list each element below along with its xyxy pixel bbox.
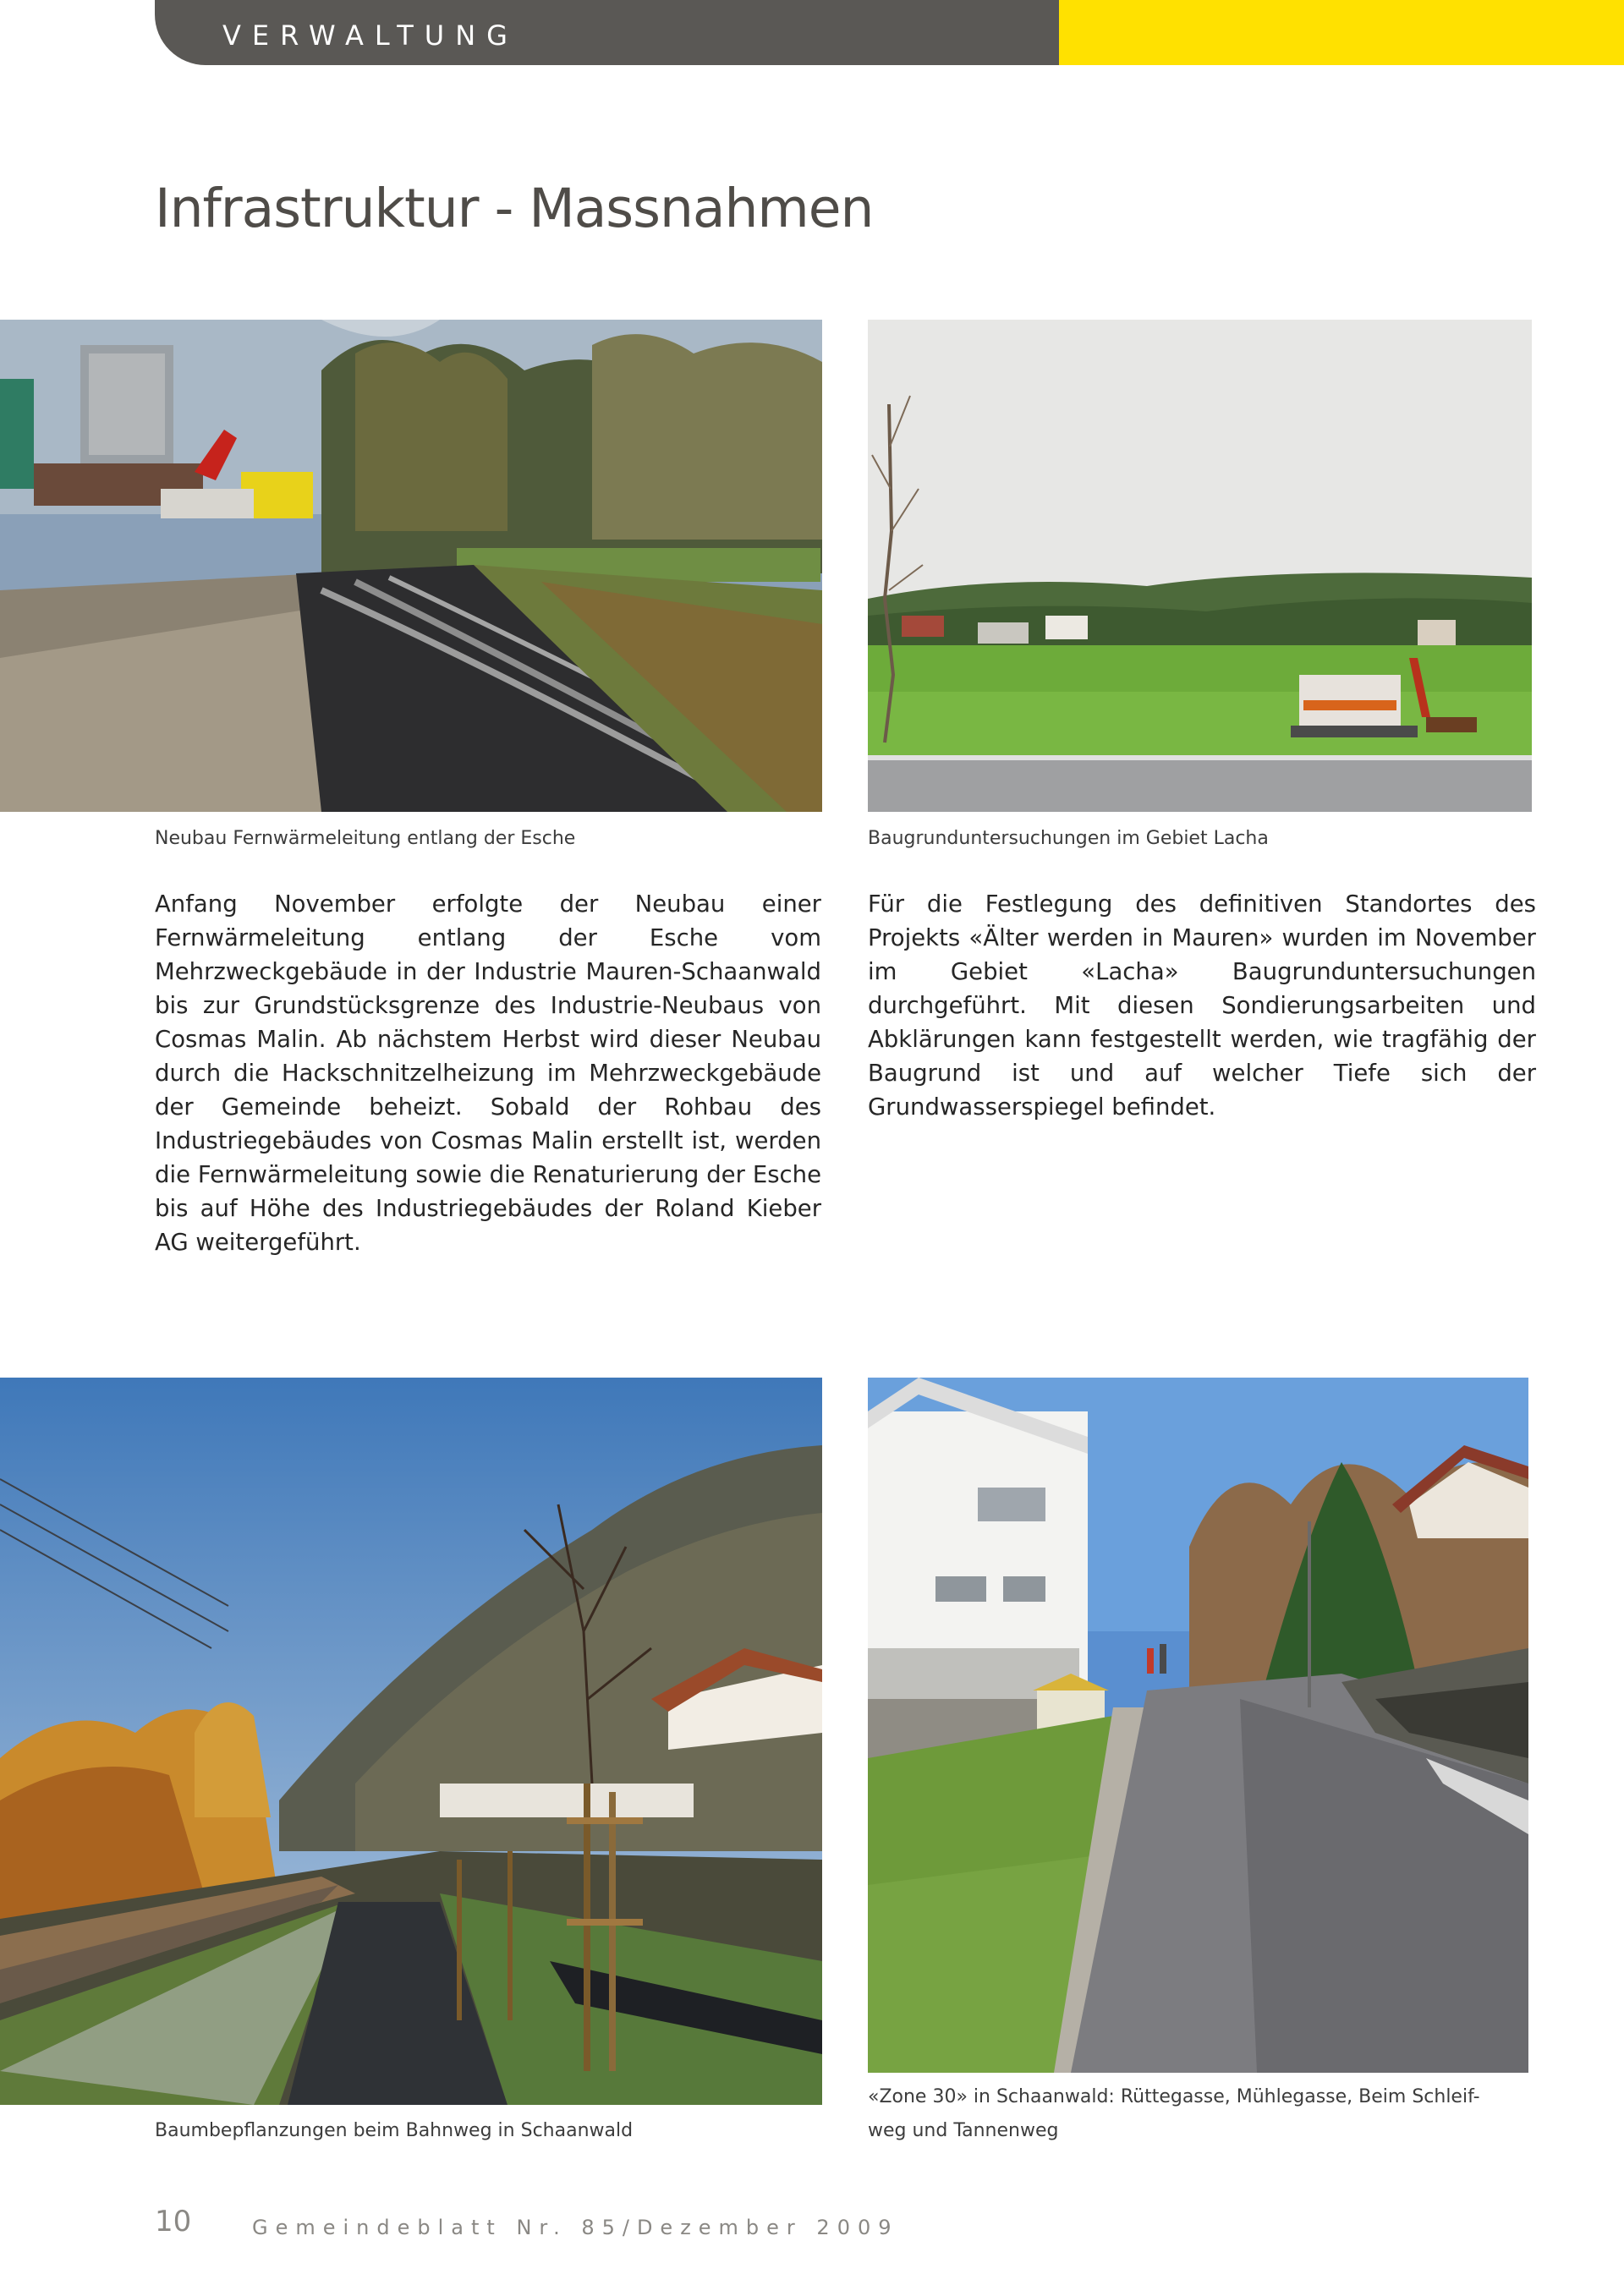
article-baugrunduntersuchungen: Für die Festlegung des definitiven Standortes des Projekts «Älter werden in Mauren» wurden im November im Gebiet «Lacha» Baugrunduntersuchungen durchgeführt. Mit diesen Sondierungsarbeiten und Abklärungen kann festgestellt werden, wie tragfähig der Baugrund ist und auf welcher Tiefe sich der Grundwasserspiegel befindet. [868, 890, 1536, 1121]
photo-zone-30 [868, 1378, 1528, 2073]
caption-photo-4-line-2: weg und Tannenweg [868, 2120, 1059, 2141]
header-accent-bar [1059, 0, 1624, 65]
publication-name: Gemeindeblatt Nr. 85/Dezember 2009 [252, 2216, 899, 2239]
photo-baumbepflanzungen [0, 1378, 822, 2105]
photo-fernwaerme-construction [0, 320, 822, 812]
section-header-bar [155, 0, 1059, 65]
caption-photo-2: Baugrunduntersuchungen im Gebiet Lacha [868, 828, 1269, 849]
caption-photo-3: Baumbepflanzungen beim Bahnweg in Schaanwald [155, 2120, 634, 2141]
section-label: VERWALTUNG [222, 19, 518, 52]
article-fernwaermeleitung: Anfang November erfolgte der Neubau einer Fernwärmeleitung entlang der Esche vom Mehrzweckgebäude in der Industrie Mauren-Schaanwald bis zur Grundstücksgrenze des Industrie-Neubaus von Cosmas Malin. Ab nächstem Herbst wird dieser Neubau durch die Hackschnitzelheizung im Mehrzweckgebäude der Gemeinde beheizt. Sobald der Rohbau des Industriegebäudes von Cosmas Malin erstellt ist, werden die Fernwärmeleitung sowie die Renaturierung der Esche bis auf Höhe des Industriegebäudes der Roland Kieber AG weitergeführt. [155, 890, 821, 1256]
caption-photo-1: Neubau Fernwärmeleitung entlang der Esche [155, 828, 576, 849]
photo-baugrund-lacha [868, 320, 1532, 812]
caption-photo-4-line-1: «Zone 30» in Schaanwald: Rüttegasse, Mühlegasse, Beim Schleif- [868, 2086, 1480, 2107]
page-title: Infrastruktur - Massnahmen [155, 178, 874, 239]
page-number: 10 [155, 2205, 192, 2238]
